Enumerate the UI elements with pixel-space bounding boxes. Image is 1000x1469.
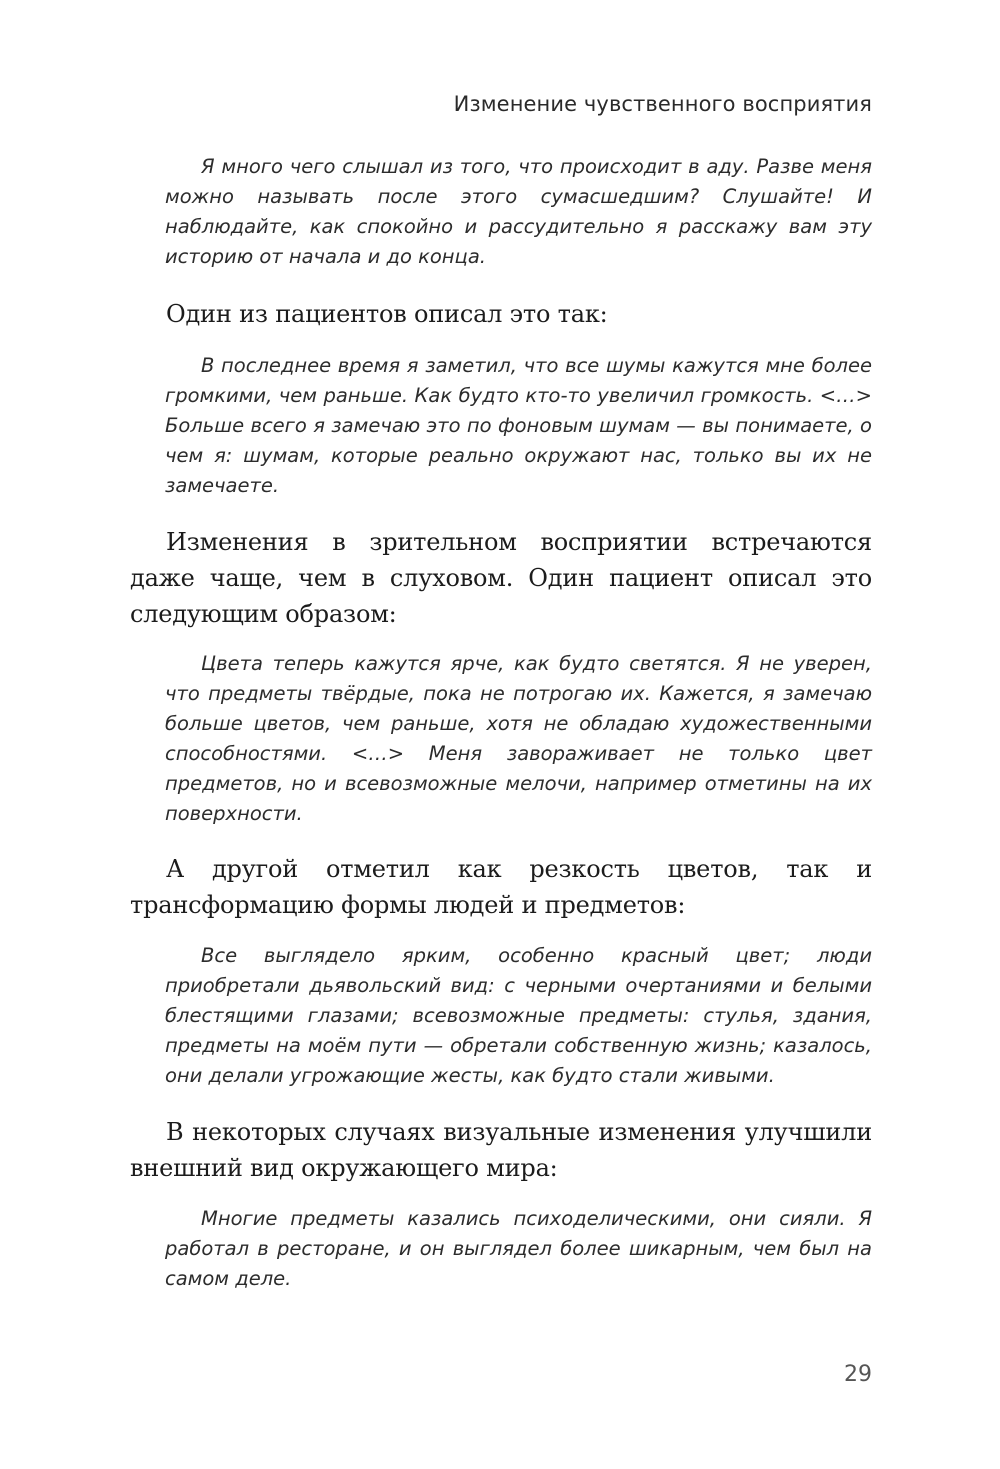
- quote-block: Многие предметы казались психоделическими, они сияли. Я работал в ресторане, и он выглядел более шикарным, чем был на самом деле.: [165, 1207, 872, 1290]
- quote-block: Я много чего слышал из того, что происходит в аду. Разве меня можно называть после этого сумасшедшим? Слушайте! И наблюдайте, как спокойно и рассудительно я расскажу вам эту историю от начала и до конца.: [165, 155, 872, 268]
- body-paragraph: Изменения в зрительном восприятии встречаются даже чаще, чем в слуховом. Один пациент описал это следующим образом:: [130, 528, 872, 628]
- quote-block: Все выглядело ярким, особенно красный цвет; люди приобретали дьявольский вид: с черными очертаниями и белыми блестящими глазами; всевозможные предметы: стулья, здания, предметы на моём пути — обретали собственную жизнь; казалось, они делали угрожающие жесты, как будто стали живыми.: [165, 944, 872, 1087]
- quote-block: В последнее время я заметил, что все шумы кажутся мне более громкими, чем раньше. Как будто кто-то увеличил громкость. <…> Больше всего я замечаю это по фоновым шумам — вы понимаете, о чем я: шумам, которые реально окружают нас, только вы их не замечаете.: [165, 354, 872, 497]
- body-paragraph: Один из пациентов описал это так:: [166, 300, 608, 328]
- running-header: Изменение чувственного восприятия: [453, 92, 872, 116]
- quote-block: Цвета теперь кажутся ярче, как будто светятся. Я не уверен, что предметы твёрдые, пока не потрогаю их. Кажется, я замечаю больше цветов, чем раньше, хотя не обладаю художественными способностями. <…> Меня завораживает не только цвет предметов, но и всевозможные мелочи, например отметины на их поверхности.: [165, 652, 872, 825]
- body-paragraph: А другой отметил как резкость цветов, так и трансформацию формы людей и предметов:: [130, 855, 872, 919]
- page-number: 29: [844, 1362, 872, 1387]
- body-paragraph: В некоторых случаях визуальные изменения улучшили внешний вид окружающего мира:: [130, 1118, 872, 1182]
